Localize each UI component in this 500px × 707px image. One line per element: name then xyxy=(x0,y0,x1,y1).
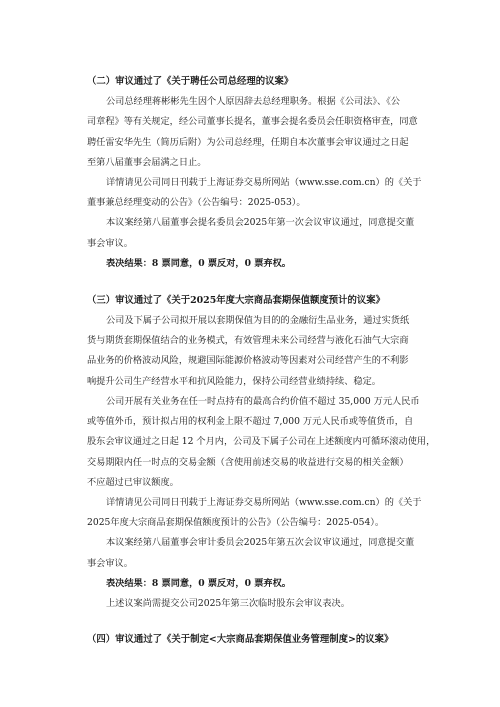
paragraph-line: 董事兼总经理变动的公告》（公告编号：2025-053）。 xyxy=(87,197,306,208)
paragraph-line: 公司及下属子公司拟开展以套期保值为目的的金融衍生品业务，通过实货纸 xyxy=(106,315,410,326)
paragraph-line: 至第八届董事会届满之日止。 xyxy=(87,157,207,168)
vote-result: 表决结果：8 票同意，0 票反对，0 票弃权。 xyxy=(106,258,291,269)
paragraph-line: 事会审议。 xyxy=(87,558,133,569)
paragraph-line: 本议案经第八届董事会提名委员会2025年第一次会议审议通过，同意提交董 xyxy=(106,217,415,228)
paragraph-line: 聘任雷安华先生（简历后附）为公司总经理，任期自本次董事会审议通过之日起 xyxy=(87,137,409,148)
paragraph-line: 详情请见公司同日刊载于上海证券交易所网站（www.sse.com.cn）的《关于 xyxy=(106,177,422,188)
paragraph-line: 或等值外币，预计拟占用的权利金上限不超过 7,000 万元人民币或等值货币，自 xyxy=(87,416,414,427)
paragraph-line: 司章程》等有关规定，经公司董事长提名，董事会提名委员会任职资格审查，同意 xyxy=(87,116,418,127)
section-heading-3: （三）审议通过了《关于2025年度大宗商品套期保值额度预计的议案》 xyxy=(87,295,385,306)
paragraph-line: 公司开展有关业务在任一时点持有的最高合约价值不超过 35,000 万元人民币 xyxy=(106,396,420,407)
paragraph-line: 事会审议。 xyxy=(87,238,133,249)
paragraph-line: 2025年度大宗商品套期保值额度预计的公告》（公告编号：2025-054）。 xyxy=(87,517,385,528)
paragraph-line: 公司总经理蒋彬彬先生因个人原因辞去总经理职务。根据《公司法》、《公 xyxy=(106,96,400,107)
paragraph-line: 详情请见公司同日刊载于上海证券交易所网站（www.sse.com.cn）的《关于 xyxy=(106,497,422,508)
vote-result: 表决结果：8 票同意，0 票反对，0 票弃权。 xyxy=(106,578,291,589)
paragraph-line: 不应超过已审议额度。 xyxy=(87,477,179,488)
paragraph-line: 本议案经第八届董事会审计委员会2025年第五次会议审议通过，同意提交董 xyxy=(106,537,415,548)
paragraph-line: 品业务的价格波动风险，规避国际能源价格波动等因素对公司经营产生的不利影 xyxy=(87,355,409,366)
paragraph-line: 响提升公司生产经营水平和抗风险能力，保持公司经营业绩持续、稳定。 xyxy=(87,376,381,387)
paragraph-line: 上述议案尚需提交公司2025年第三次临时股东会审议表决。 xyxy=(106,598,350,609)
section-heading-4: （四）审议通过了《关于制定<大宗商品套期保值业务管理制度>的议案》 xyxy=(87,634,394,645)
paragraph-line: 交易期限内任一时点的交易金额（含使用前述交易的收益进行交易的相关金额） xyxy=(87,457,409,468)
section-heading-2: （二）审议通过了《关于聘任公司总经理的议案》 xyxy=(87,76,294,87)
paragraph-line: 货与期货套期保值结合的业务模式，有效管理未来公司经营与液化石油气大宗商 xyxy=(87,335,409,346)
paragraph-line: 股东会审议通过之日起 12 个月内，公司及下属子公司在上述额度内可循环滚动使用， xyxy=(87,436,436,447)
